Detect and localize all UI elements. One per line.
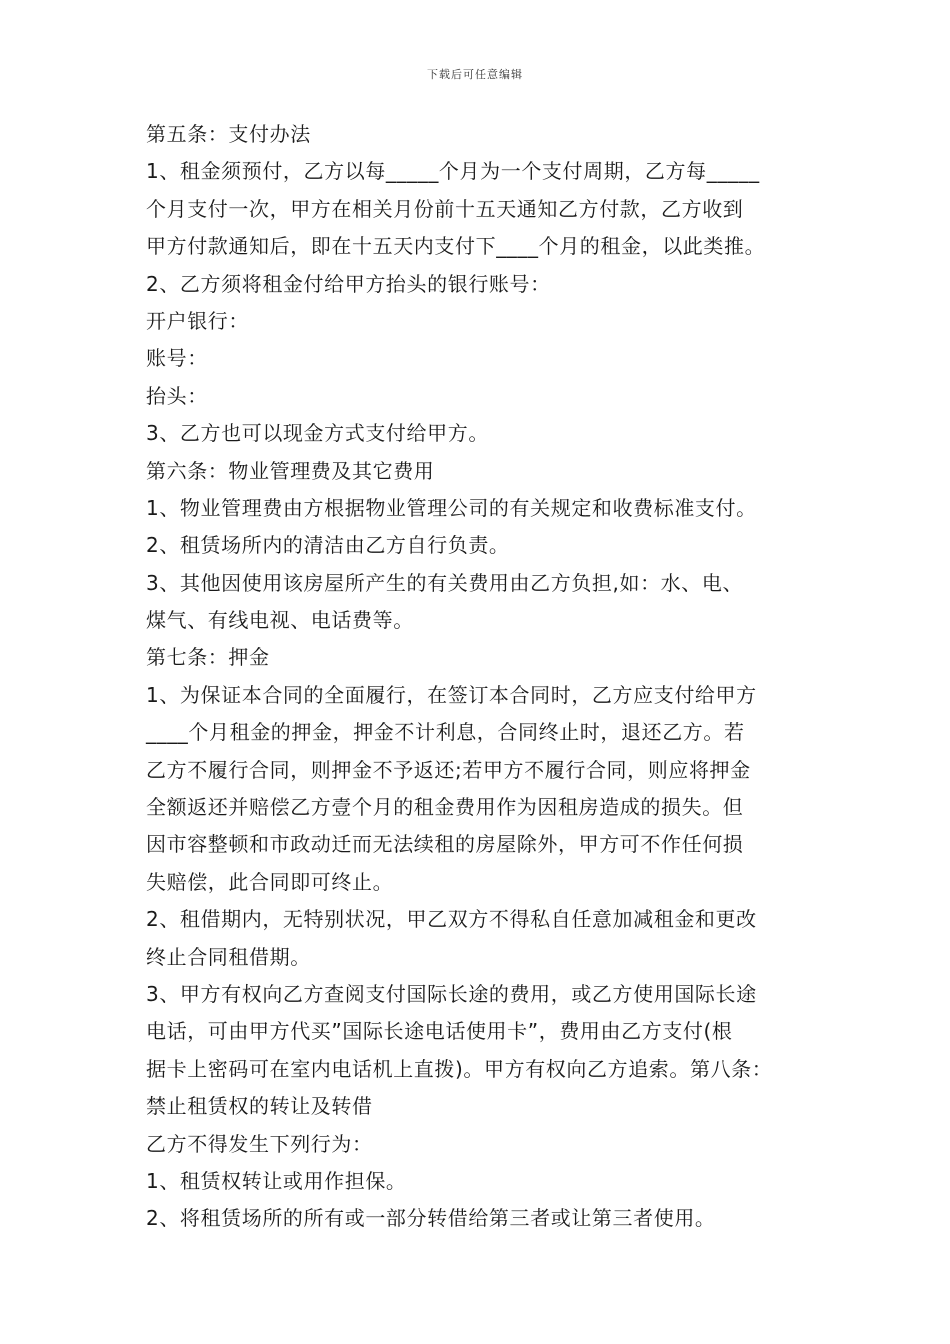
text-line: 2、租借期内，无特别状况，甲乙双方不得私自任意加减租金和更改 <box>146 907 757 932</box>
text-line: 2、租赁场所内的清洁由乙方自行负责。 <box>146 533 510 558</box>
text-line: 2、乙方须将租金付给甲方抬头的银行账号： <box>146 271 551 296</box>
account-number-field: 账号： <box>146 346 208 371</box>
text-line: 因市容整顿和市政动迁而无法续租的房屋除外，甲方可不作任何损 <box>146 832 744 857</box>
text-line: 3、乙方也可以现金方式支付给甲方。 <box>146 421 489 446</box>
text-line: 3、甲方有权向乙方查阅支付国际长途的费用，或乙方使用国际长途 <box>146 981 757 1006</box>
text-line: 3、其他因使用该房屋所产生的有关费用由乙方负担,如：水、电、 <box>146 570 744 595</box>
text-line: 乙方不履行合同，则押金不予返还;若甲方不履行合同，则应将押金 <box>146 757 751 782</box>
text-line: 1、物业管理费由方根据物业管理公司的有关规定和收费标准支付。 <box>146 495 757 520</box>
text-line: 终止合同租借期。 <box>146 944 311 969</box>
text-line: 煤气、有线电视、电话费等。 <box>146 608 414 633</box>
text-line: 1、为保证本合同的全面履行，在签订本合同时，乙方应支付给甲方 <box>146 682 757 707</box>
text-line: 电话，可由甲方代买”国际长途电话使用卡”，费用由乙方支付(根 <box>146 1019 733 1044</box>
text-line: 2、将租赁场所的所有或一部分转借给第三者或让第三者使用。 <box>146 1206 716 1231</box>
page-header: 下载后可任意编辑 <box>427 68 523 81</box>
text-line: 禁止租赁权的转让及转借 <box>146 1094 373 1119</box>
account-title-field: 抬头： <box>146 383 208 408</box>
text-line: 乙方不得发生下列行为： <box>146 1131 373 1156</box>
text-line: 甲方付款通知后，即在十五天内支付下____个月的租金，以此类推。 <box>146 234 766 259</box>
text-line: ____个月租金的押金，押金不计利息，合同终止时，退还乙方。若 <box>146 720 745 745</box>
text-line: 全额返还并赔偿乙方壹个月的租金费用作为因租房造成的损失。但 <box>146 795 744 820</box>
text-line: 失赔偿，此合同即可终止。 <box>146 869 394 894</box>
text-line: 1、租金须预付，乙方以每_____个月为一个支付周期，乙方每_____ <box>146 159 760 184</box>
section-heading-5: 第五条：支付办法 <box>146 122 311 146</box>
document-body <box>146 116 826 1238</box>
section-heading-6: 第六条：物业管理费及其它费用 <box>146 458 435 483</box>
text-line: 1、租赁权转让或用作担保。 <box>146 1168 407 1193</box>
text-line: 据卡上密码可在室内电话机上直拨)。甲方有权向乙方追索。第八条： <box>146 1056 773 1081</box>
text-line: 个月支付一次，甲方在相关月份前十五天通知乙方付款，乙方收到 <box>146 196 744 221</box>
section-heading-7: 第七条：押金 <box>146 645 270 670</box>
bank-name-field: 开户银行： <box>146 308 249 333</box>
